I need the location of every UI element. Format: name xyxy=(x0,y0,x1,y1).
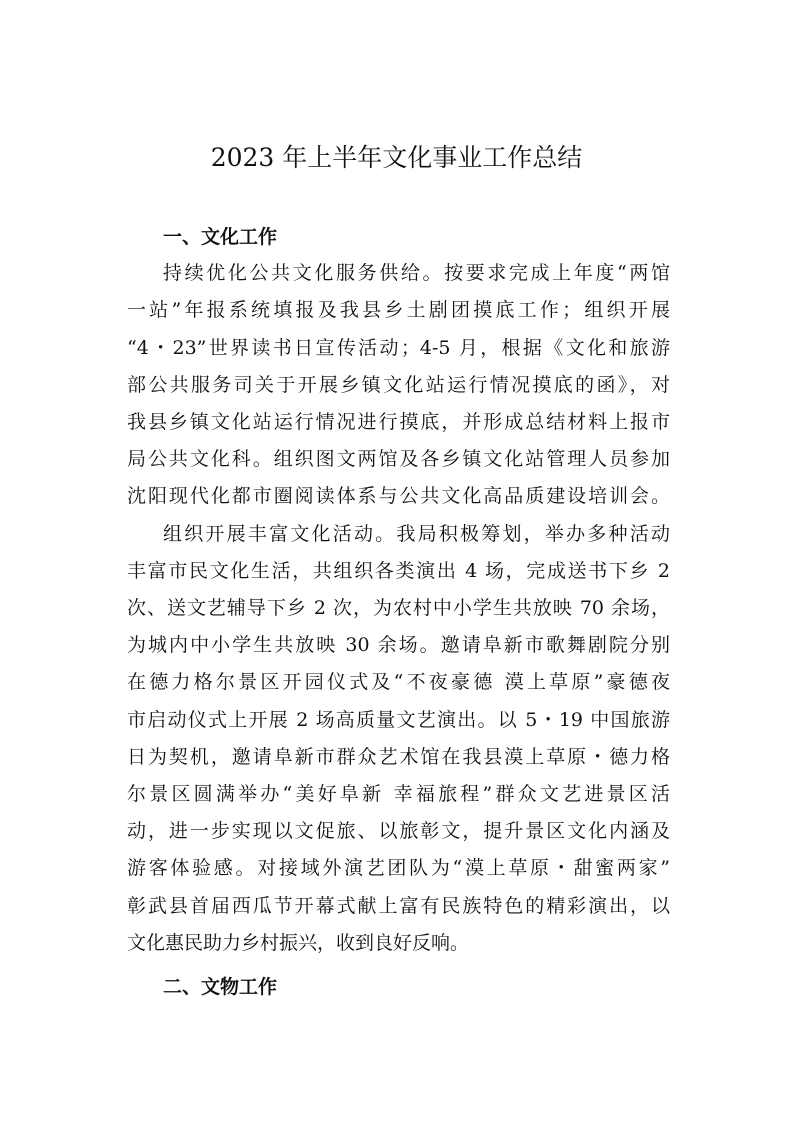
paragraph-line: 次、送文艺辅导下乡 2 次，为农村中小学生共放映 70 余场， xyxy=(127,597,670,619)
paragraph-line: 丰富市民文化生活，共组织各类演出 4 场，完成送书下乡 2 xyxy=(127,559,670,582)
paragraph-line: 组织开展丰富文化活动。我局积极筹划，举办多种活动 xyxy=(163,522,670,545)
paragraph-line: 部公共服务司关于开展乡镇文化站运行情况摸底的函》，对 xyxy=(127,373,670,396)
section-heading: 二、文物工作 xyxy=(163,976,278,998)
paragraph-line: 动，进一步实现以文促旅、以旅彰文，提升景区文化内涵及 xyxy=(127,820,670,843)
paragraph-line: 沈阳现代化都市圈阅读体系与公共文化高品质建设培训会。 xyxy=(127,485,670,508)
paragraph-line: 尔景区圆满举办“美好阜新 幸福旅程”群众文艺进景区活 xyxy=(127,783,670,805)
section-heading: 一、文化工作 xyxy=(163,226,278,248)
paragraph-line: 日为契机，邀请阜新市群众艺术馆在我县漠上草原・德力格 xyxy=(127,745,670,768)
paragraph-line: 为城内中小学生共放映 30 余场。邀请阜新市歌舞剧院分别 xyxy=(127,634,670,657)
paragraph-line: 持续优化公共文化服务供给。按要求完成上年度“两馆 xyxy=(163,262,670,285)
paragraph-line: 文化惠民助力乡村振兴，收到良好反响。 xyxy=(127,931,470,954)
paragraph-line: “4・23”世界读书日宣传活动；4-5 月，根据《文化和旅游 xyxy=(127,336,670,359)
document-title: 2023 年上半年文化事业工作总结 xyxy=(210,143,583,172)
paragraph-line: 一站”年报系统填报及我县乡土剧团摸底工作；组织开展 xyxy=(127,299,670,322)
paragraph-line: 游客体验感。对接域外演艺团队为“漠上草原・甜蜜两家” xyxy=(127,857,670,880)
paragraph-line: 彰武县首届西瓜节开幕式献上富有民族特色的精彩演出，以 xyxy=(127,894,670,917)
paragraph-line: 我县乡镇文化站运行情况进行摸底，并形成总结材料上报市 xyxy=(127,411,670,433)
paragraph-line: 市启动仪式上开展 2 场高质量文艺演出。以 5・19 中国旅游 xyxy=(127,708,670,731)
paragraph-line: 在德力格尔景区开园仪式及“不夜豪德 漠上草原”豪德夜 xyxy=(127,671,670,694)
paragraph-line: 局公共文化科。组织图文两馆及各乡镇文化站管理人员参加 xyxy=(127,448,670,471)
